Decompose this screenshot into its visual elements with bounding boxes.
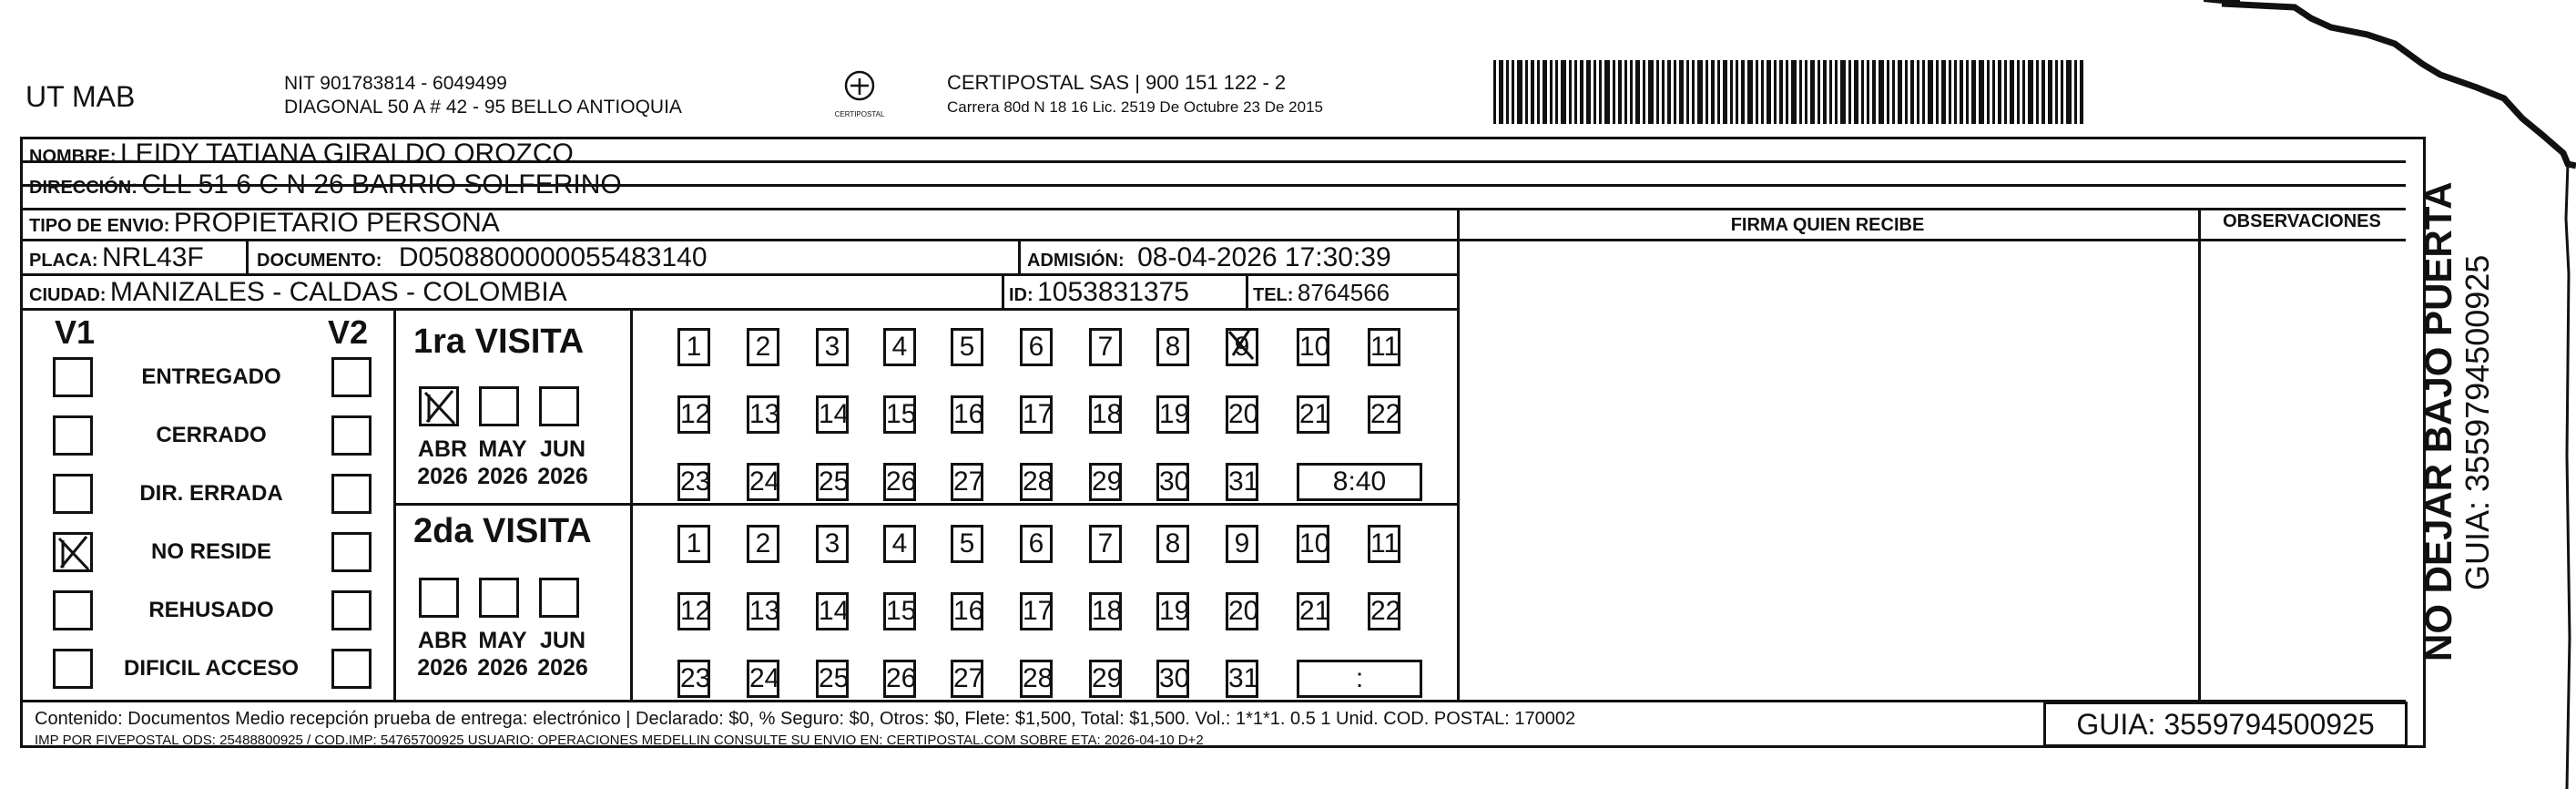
nit-line: NIT 901783814 - 6049499	[284, 73, 507, 94]
day-box[interactable]: 2	[747, 525, 779, 563]
day-box[interactable]: 19	[1156, 592, 1189, 630]
company-code: UT MAB	[25, 80, 136, 113]
document-value: D0508800000055483140	[398, 242, 708, 272]
v1-checkbox[interactable]	[53, 357, 93, 397]
month-checkbox[interactable]	[539, 578, 579, 618]
day-box[interactable]: 9	[1226, 328, 1258, 366]
logo-text: CERTIPOSTAL	[834, 110, 885, 118]
name-row	[29, 138, 574, 169]
v1-checkbox[interactable]	[53, 415, 93, 456]
month-label	[534, 627, 592, 681]
day-strike-icon	[1226, 328, 1258, 361]
v1-checkbox[interactable]	[53, 532, 93, 572]
day-box[interactable]: 14	[816, 592, 849, 630]
day-box[interactable]: 31	[1226, 463, 1258, 501]
day-box[interactable]: 17	[1020, 395, 1053, 434]
day-box[interactable]: 29	[1089, 463, 1122, 501]
day-box[interactable]: 13	[747, 592, 779, 630]
status-label: REHUSADO	[148, 598, 274, 622]
admission-value: 08-04-2026 17:30:39	[1137, 242, 1391, 272]
address-line: DIAGONAL 50 A # 42 - 95 BELLO ANTIOQUIA	[284, 97, 682, 118]
month-checkbox[interactable]	[479, 578, 519, 618]
day-box[interactable]: 15	[883, 592, 916, 630]
month-label	[413, 627, 472, 681]
x-mark-icon	[56, 535, 92, 571]
day-box[interactable]: 25	[816, 660, 849, 698]
day-box[interactable]: 27	[951, 660, 983, 698]
v2-checkbox[interactable]	[331, 474, 372, 514]
first-visit-title: 1ra VISITA	[413, 323, 585, 361]
day-box[interactable]: 23	[677, 463, 710, 501]
day-box[interactable]: 4	[883, 525, 916, 563]
recipient-address: CLL 51 6 C N 26 BARRIO SOLFERINO	[141, 169, 622, 200]
license-line: Carrera 80d N 18 16 Lic. 2519 De Octubre 23 De 2015	[947, 98, 1323, 116]
month-name: MAY	[478, 628, 527, 653]
month-name: ABR	[417, 436, 468, 462]
month-label	[473, 435, 532, 490]
day-box[interactable]: 20	[1226, 395, 1258, 434]
day-box[interactable]: 12	[677, 592, 710, 630]
status-label: CERRADO	[156, 423, 267, 447]
month-name: MAY	[478, 436, 527, 462]
day-box[interactable]: 3	[816, 328, 849, 366]
month-name: JUN	[539, 436, 585, 462]
month-name: ABR	[417, 628, 468, 653]
day-box[interactable]: 4	[883, 328, 916, 366]
admission-label: ADMISIÓN:	[1027, 251, 1125, 271]
document-cell	[257, 242, 708, 273]
v1-checkbox[interactable]	[53, 590, 93, 630]
time-box[interactable]: :	[1297, 660, 1422, 698]
id-value: 1053831375	[1037, 277, 1189, 307]
day-box[interactable]: 23	[677, 660, 710, 698]
v1-label: V1	[55, 313, 96, 351]
day-box[interactable]: 15	[883, 395, 916, 434]
carrier-logo	[832, 69, 887, 118]
v2-checkbox[interactable]	[331, 649, 372, 689]
day-box[interactable]: 28	[1020, 463, 1053, 501]
address-row	[29, 169, 622, 200]
day-box[interactable]: 5	[951, 525, 983, 563]
day-box[interactable]: 25	[816, 463, 849, 501]
day-box[interactable]: 6	[1020, 328, 1053, 366]
recipient-name: LEIDY TATIANA GIRALDO OROZCO	[120, 138, 574, 169]
city-label: CIUDAD:	[29, 285, 107, 305]
x-mark-icon	[422, 389, 458, 425]
status-label: DIFICIL ACCESO	[123, 656, 299, 681]
month-year: 2026	[477, 655, 528, 681]
day-box[interactable]: 16	[951, 592, 983, 630]
logo-icon	[840, 69, 880, 106]
day-box[interactable]: 18	[1089, 395, 1122, 434]
day-box[interactable]: 31	[1226, 660, 1258, 698]
day-box[interactable]: 16	[951, 395, 983, 434]
day-box[interactable]: 29	[1089, 660, 1122, 698]
month-checkbox[interactable]	[479, 386, 519, 426]
city-value: MANIZALES - CALDAS - COLOMBIA	[109, 277, 567, 307]
v2-checkbox[interactable]	[331, 532, 372, 572]
time-box[interactable]: 8:40	[1297, 463, 1422, 501]
id-cell	[1009, 277, 1189, 308]
plate-cell	[29, 242, 204, 273]
status-label: ENTREGADO	[141, 364, 281, 389]
month-year: 2026	[417, 655, 468, 681]
day-box[interactable]: 11	[1368, 328, 1400, 366]
month-checkbox[interactable]	[419, 386, 459, 426]
day-box[interactable]: 24	[747, 463, 779, 501]
side-guide: GUIA: 3559794500925	[2459, 254, 2496, 590]
day-box[interactable]: 27	[951, 463, 983, 501]
status-label: NO RESIDE	[150, 539, 272, 564]
month-year: 2026	[417, 464, 468, 489]
v2-label: V2	[328, 313, 369, 351]
signature-header: FIRMA QUIEN RECIBE	[1730, 215, 1925, 235]
month-year: 2026	[477, 464, 528, 489]
tel-label: TEL:	[1253, 285, 1294, 305]
day-box[interactable]: 12	[677, 395, 710, 434]
day-box[interactable]: 2	[747, 328, 779, 366]
day-box[interactable]: 30	[1156, 463, 1189, 501]
month-label	[534, 435, 592, 490]
day-box[interactable]: 21	[1297, 592, 1329, 630]
day-box[interactable]: 28	[1020, 660, 1053, 698]
admission-cell	[1027, 242, 1391, 273]
barcode	[1493, 60, 2222, 124]
carrier-line: CERTIPOSTAL SAS | 900 151 122 - 2	[947, 71, 1287, 94]
tel-value: 8764566	[1297, 279, 1390, 306]
id-label: ID:	[1009, 285, 1033, 305]
content-line: Contenido: Documentos Medio recepción prueba de entrega: electrónico | Declarado: $0, % Seguro: $0, Otros: $0, Flete: $1,500, Total: $1,500. Vol.: 1*1*1. 0.5 1 Unid. COD. POSTAL: 170002	[35, 709, 1576, 729]
day-box[interactable]: 3	[816, 525, 849, 563]
day-box[interactable]: 8	[1156, 328, 1189, 366]
month-label	[413, 435, 472, 490]
day-box[interactable]: 26	[883, 463, 916, 501]
day-box[interactable]: 14	[816, 395, 849, 434]
address-label: DIRECCIÓN:	[29, 178, 137, 198]
day-box[interactable]: 7	[1089, 328, 1122, 366]
day-box[interactable]: 22	[1368, 592, 1400, 630]
month-checkbox[interactable]	[419, 578, 459, 618]
day-box[interactable]: 8	[1156, 525, 1189, 563]
month-year: 2026	[537, 464, 588, 489]
city-cell	[29, 277, 567, 308]
footer-guide: GUIA: 3559794500925	[2043, 702, 2408, 747]
day-box[interactable]: 30	[1156, 660, 1189, 698]
day-box[interactable]: 24	[747, 660, 779, 698]
side-warning: NO DEJAR BAJO PUERTA	[2417, 181, 2459, 661]
tel-cell	[1253, 279, 1390, 307]
day-box[interactable]: 22	[1368, 395, 1400, 434]
day-box[interactable]: 1	[677, 328, 710, 366]
day-box[interactable]: 26	[883, 660, 916, 698]
v2-checkbox[interactable]	[331, 590, 372, 630]
v2-checkbox[interactable]	[331, 415, 372, 456]
day-box[interactable]: 11	[1368, 525, 1400, 563]
day-box[interactable]: 6	[1020, 525, 1053, 563]
month-name: JUN	[539, 628, 585, 653]
name-label: NOMBRE:	[29, 147, 117, 167]
day-box[interactable]: 21	[1297, 395, 1329, 434]
shipment-type: PROPIETARIO PERSONA	[173, 208, 500, 238]
day-box[interactable]: 10	[1297, 328, 1329, 366]
type-row	[29, 208, 500, 239]
imp-line: IMP POR FIVEPOSTAL ODS: 25488800925 / COD.IMP: 54765700925 USUARIO: OPERACIONES MEDELLIN CONSULTE SU ENVIO EN: CERTIPOSTAL.COM SOBRE ETA: 2026-04-10 D+2	[35, 733, 1204, 748]
month-label	[473, 627, 532, 681]
document-label: DOCUMENTO:	[257, 251, 382, 271]
day-box[interactable]: 9	[1226, 525, 1258, 563]
day-box[interactable]: 1	[677, 525, 710, 563]
observations-header: OBSERVACIONES	[2223, 211, 2381, 231]
day-box[interactable]: 17	[1020, 592, 1053, 630]
plate-value: NRL43F	[102, 242, 204, 272]
day-box[interactable]: 5	[951, 328, 983, 366]
v1-checkbox[interactable]	[53, 474, 93, 514]
second-visit-title: 2da VISITA	[413, 512, 592, 550]
plate-label: PLACA:	[29, 251, 98, 271]
v1-checkbox[interactable]	[53, 649, 93, 689]
day-box[interactable]: 18	[1089, 592, 1122, 630]
day-box[interactable]: 13	[747, 395, 779, 434]
month-year: 2026	[537, 655, 588, 681]
month-checkbox[interactable]	[539, 386, 579, 426]
day-box[interactable]: 7	[1089, 525, 1122, 563]
type-label: TIPO DE ENVIO:	[29, 216, 170, 236]
day-box[interactable]: 19	[1156, 395, 1189, 434]
day-box[interactable]: 10	[1297, 525, 1329, 563]
v2-checkbox[interactable]	[331, 357, 372, 397]
status-label: DIR. ERRADA	[139, 481, 283, 506]
day-box[interactable]: 20	[1226, 592, 1258, 630]
